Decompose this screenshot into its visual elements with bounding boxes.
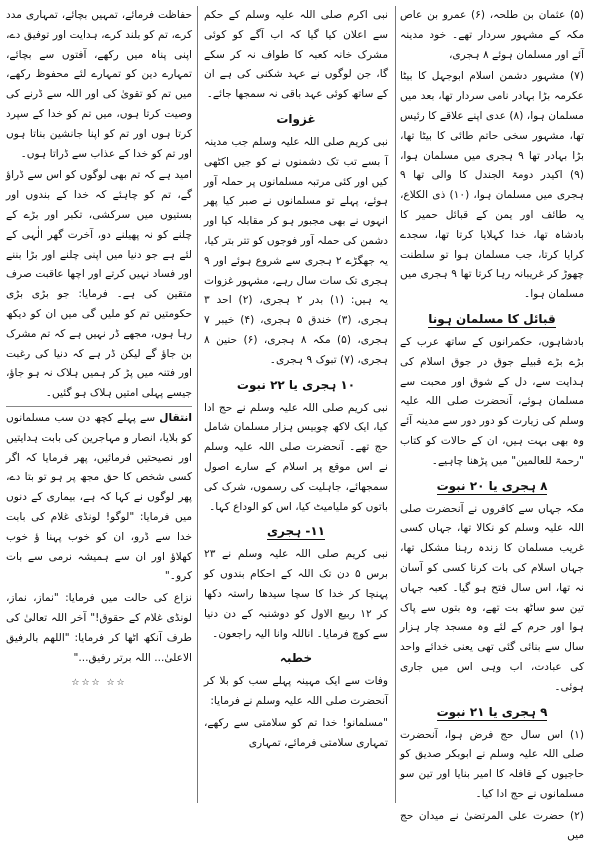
paragraph: وفات سے ایک مہینہ پہلے سب کو بلا کر آنحضرت صلی اللہ علیہ وسلم نے فرمایا: bbox=[204, 675, 388, 708]
paragraph: (۵) عثمان بن طلحہ، (۶) عمرو بن عاص مکہ کے مشہور سردار تھے۔ خود مدینہ آئے اور مسلمان ہوئے ۸ ہجری، bbox=[400, 9, 584, 61]
section-heading bbox=[400, 476, 584, 496]
heading-text: ۹ ہجری یا ۲۱ نبوت bbox=[436, 704, 548, 719]
column-middle bbox=[204, 6, 388, 803]
paragraph bbox=[6, 589, 192, 668]
paragraph-text: "نماز، نماز، لونڈی غلام کے حقوق!" آخر اللہ تعالیٰ کی طرف آنکھ اٹھا کر فرمایا: "اللھم بالرفیق الاعلیٰ... اللہ برتر رفیق..." bbox=[6, 592, 192, 664]
heading-text: قبائل کا مسلمان ہونا bbox=[428, 311, 556, 326]
inline-heading: انتقال bbox=[159, 411, 193, 424]
heading-text: ۸ ہجری یا ۲۰ نبوت bbox=[436, 478, 548, 493]
column-divider bbox=[197, 6, 198, 803]
column-left bbox=[6, 6, 192, 803]
column-divider bbox=[395, 6, 396, 803]
section-heading bbox=[204, 375, 388, 395]
heading-text: ۱۱- ہجری bbox=[267, 524, 325, 539]
heading-text: خطبہ bbox=[279, 651, 313, 666]
paragraph: (۲) حضرت علی المرتضیٰ نے میدان حج میں bbox=[400, 809, 584, 842]
paragraph: نبی کریم صلی اللہ علیہ وسلم جب مدینہ آ بسے تب تک دشمنوں نے کو جیں اکٹھی کیں اور کئی مرتبہ مسلمانوں پر حملہ آور ہوئے، پہلے تو مسلمانوں نے صبر کیا پھر انہوں نے بھی مجبور ہو کر مقابلہ کیا اور دشمن کی حملہ آور فوجوں کو تتر بتر کیا، یہ جھگڑے ۲ ہجری سے شروع ہوئے اور ۹ ہجری تک سات سال رہے، مشہور غزوات یہ ہیں: (۱) بدر ۲ ہجری، (۲) احد ۳ ہجری، (۳) خندق ۵ ہجری، (۴) خیبر ۷ ہجری، (۵) مکہ ۸ ہجری، (۶) حنین ۸ ہجری، (۷) تبوک ۹ ہجری۔ bbox=[204, 135, 389, 366]
star-ornament-icon: ☆☆☆ ☆☆ bbox=[71, 678, 127, 689]
paragraph: (۷) مشہور دشمن اسلام ابوجہل کا بیٹا عکرمہ بڑا بہادر نامی سردار تھا، بعد میں مسلمان ہوا، (۸) عدی اپنے علاقے کا رئیس تھا، مشہور سخی حاتم طائی کا بیٹا تھا، بڑا بہادر تھا ۹ ہجری میں مسلمان ہوا، (۹) اکیدر دومۃ الجندل کا والی تھا ۹ ہجری میں مسلمان ہوا، (۱۰) ذی الکلاع، یہ طائف اور یمن کے قبائل حمیر کا بادشاہ تھا، خدا کہلایا کرتا تھا، سجدے کرایا کرتا، جب مسلمان ہوا تو سلطنت چھوڑ کر غریبانہ رہا کرتا تھا ۹ ہجری میں مسلمان ہوا۔ bbox=[400, 70, 585, 301]
paragraph-lead: نزاع کی حالت میں فرمایا: bbox=[65, 592, 192, 605]
paragraph: نبی اکرم صلی اللہ علیہ وسلم کے حکم سے اعلان کیا گیا کہ اب آگے کو کوئی مشرک خانہ کعبہ کا طواف نہ کر سکے گا، جن لوگوں نے عہد شکنی کی ہے ان کے ساتھ کوئی عہد باقی نہ سمجھا جائے۔ bbox=[204, 9, 388, 101]
paragraph: نبی کریم صلی اللہ علیہ وسلم نے حج ادا کیا، ایک لاکھ چوبیس ہزار مسلمان شامل حج تھے۔ آنحضرت صلی اللہ علیہ وسلم نے اس موقع پر اسلام کے سارے اصول سمجھائے، جاہلیت کی رسموں، شرک کی باتوں کو ملیامیٹ کیا، اس کو الوداع کہا۔ bbox=[204, 401, 388, 513]
paragraph: حفاظت فرمائے، تمہیں بچائے، تمہاری مدد کرے، تم کو بلند کرے، ہدایت اور توفیق دے، اپنی پناہ میں رکھے، آفتوں سے بچائے، تمہارے دین کو تمہارے لئے محفوظ رکھے، میں تم کو تقویٰ کی اور اللہ سے ڈرنے کی وصیت کرتا ہوں، میں تم کو خدا کے سپرد کرتا ہوں اور تم کو اپنا جانشین بناتا ہوں اور تم کو خدا کے عذاب سے ڈراتا ہوں۔ bbox=[6, 9, 192, 160]
section-heading bbox=[400, 702, 584, 722]
section-heading bbox=[400, 309, 584, 329]
paragraph: مکہ جہاں سے کافروں نے آنحضرت صلی اللہ علیہ وسلم کو نکالا تھا، جہاں کسی غریب مسلمان کا زندہ رہنا مشکل تھا، جہاں اسلام کی بات کرنا کسی کو آسان نہ تھا، اس سال فتح ہو گیا۔ کعبہ جہاں تین سو ساٹھ بت تھے، وہ بتوں سے پاک ہوا اور حرم کے لئے وہ مسجد چار ہزار سال سے بنائی گئی تھی یعنی خدائے واحد کی عبادت، اب وہی اس میں جاری ہوئی۔ bbox=[400, 502, 584, 693]
paragraph bbox=[6, 406, 192, 587]
section-heading bbox=[204, 521, 388, 541]
section-heading bbox=[204, 109, 388, 129]
paragraph: (۱) اس سال حج فرض ہوا، آنحضرت صلی اللہ علیہ وسلم نے ابوبکر صدیق کو حاجیوں کے قافلہ کا امیر بنایا اور تین سو مسلمانوں نے حج ادا کیا۔ bbox=[400, 728, 584, 800]
column-right bbox=[400, 6, 585, 842]
paragraph: نبی کریم صلی اللہ علیہ وسلم نے ۲۳ برس ۵ دن تک اللہ کے احکام بندوں کو پہنچا کر خدا کا سچا سیدھا راستہ دکھا کر ۱۲ ربیع الاول کو دوشنبہ کے دن دنیا سے کوچ فرمایا۔ اناللہ وانا الیہ راجعون۔ bbox=[204, 548, 388, 640]
paragraph: بادشاہوں، حکمرانوں کے ساتھ عرب کے بڑے بڑے قبیلے جوق در جوق اسلام کی ہدایت سے، دل کے شوق اور محبت سے مسلمان ہوئے، آنحضرت صلی اللہ علیہ وسلم کی زیارت کو دور دور سے مدینہ آئے وہ بھی بہت ہیں، ان کے حالات کو کتاب "رحمۃ للعالمین" میں پڑھنا چاہیے۔ bbox=[400, 335, 584, 467]
paragraph-text: سے پہلے کچھ دن سب مسلمانوں کو بلایا، انصار و مہاجرین کی بابت ہدایتیں اور نصیحتیں فرمائیں، پھر فرمایا کہ اگر کسی شخص کا حق مجھ پر ہو تو بتا دے، پھر لوگوں نے کہا کہ ہے، بیماری کے دنوں میں فرمایا: "لوگو! لونڈی غلام کی بابت خدا سے ڈرو، ان کو خوب پہنا ؤ خوب کھلاؤ اور ان سے ہمیشہ نرمی سے بات کرو۔" bbox=[6, 411, 192, 583]
section-heading bbox=[204, 648, 388, 668]
paragraph: "مسلمانو! خدا تم کو سلامتی سے رکھے، تمہاری سلامتی فرمائے، تمہاری bbox=[204, 716, 388, 749]
heading-text: غزوات bbox=[276, 111, 316, 126]
paragraph: امید ہے کہ تم بھی لوگوں کو اس سے ڈراؤ گے، تم کو چاہئے کہ خدا کے بندوں اور بستیوں میں سرکشی، تکبر اور بڑے کے چلنے کو نہ پھیلنے دو، آخرت گھر الٰہی کے لئے ہے جو دنیا میں اپنی چلنے اور بڑا بننے اور فساد نہیں کرتے اور اچھا عاقبت صرف متقین کی ہے۔ فرمایا: جو بڑی بڑی حکومتیں تم کو ملیں گی میں ان کو دیکھ رہا ہوں، مجھے ڈر نہیں ہے کہ تم مشرک بن جاؤ گے لیکن ڈر ہے کہ دنیا کی رغبت اور فتنہ میں پڑ کر ہمیں ہلاک نہ ہو جاؤ، جیسے پہلی امتیں ہلاک ہو گئیں۔ bbox=[6, 169, 192, 400]
heading-text: ۱۰ ہجری یا ۲۲ نبوت bbox=[236, 377, 356, 392]
